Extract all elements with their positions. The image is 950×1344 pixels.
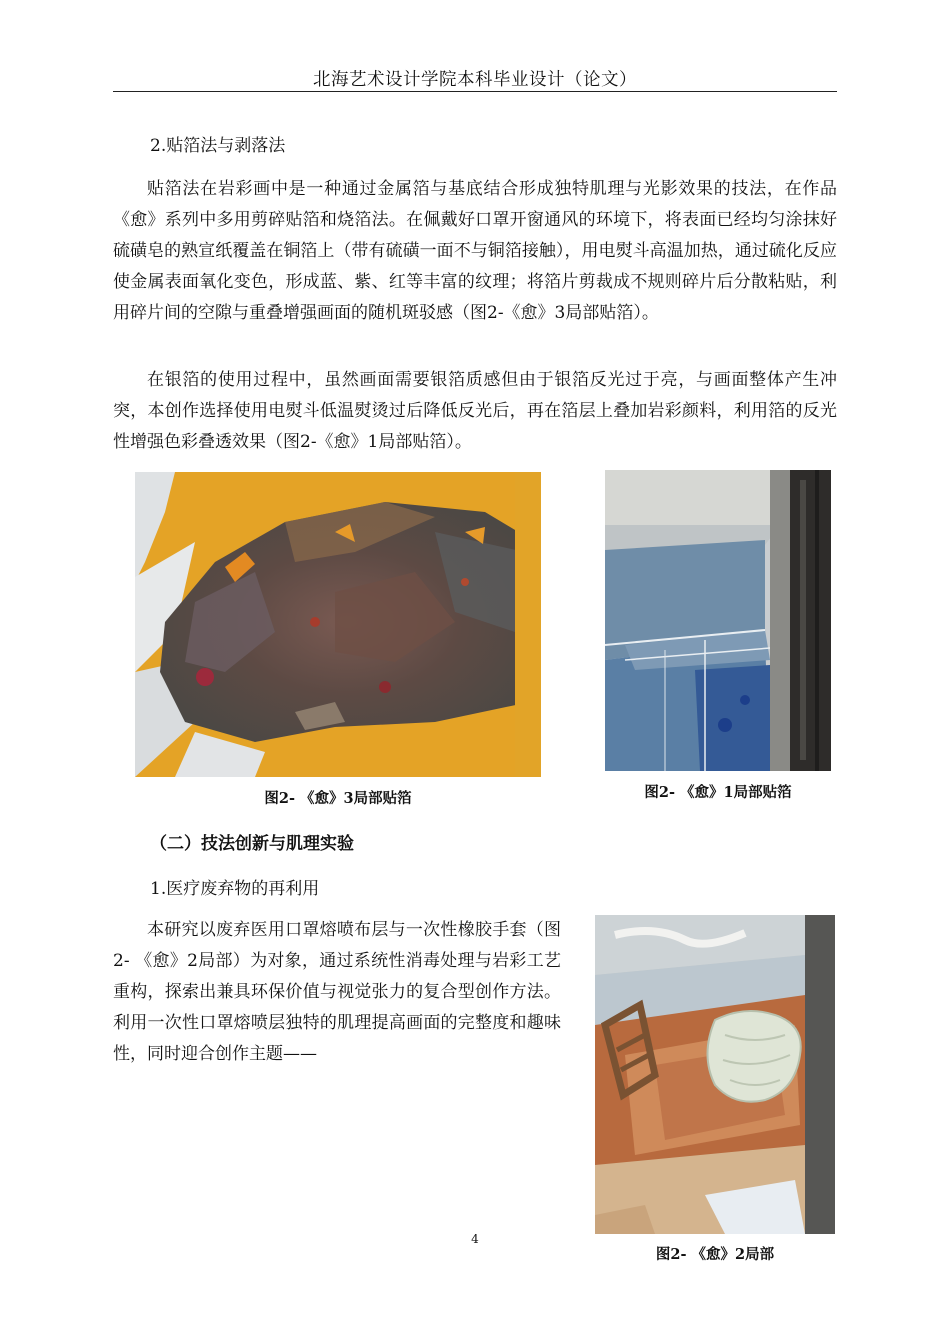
figure-foil-image-3	[135, 472, 541, 777]
figure-medical-waste-image-2	[595, 915, 835, 1234]
body-paragraph: 在银箔的使用过程中，虽然画面需要银箔质感但由于银箔反光过于亮，与画面整体产生冲突，本创作选择使用电熨斗低温熨烫过后降低反光后，再在箔层上叠加岩彩颜料，利用箔的反光性增强色彩叠透效果（图2-《愈》1局部贴箔）。	[113, 370, 837, 452]
figure-caption: 图2- 《愈》3局部贴箔	[264, 790, 412, 807]
figure-caption: 图2- 《愈》1局部贴箔	[644, 784, 792, 801]
subsection-heading: 1.医疗废弃物的再利用	[150, 879, 320, 899]
page-number: 4	[471, 1232, 479, 1246]
header-divider	[113, 91, 837, 92]
section-heading: 2.贴箔法与剥落法	[150, 136, 286, 156]
body-paragraph: 本研究以废弃医用口罩熔喷布层与一次性橡胶手套（图2- 《愈》2局部）为对象，通过系统性消毒处理与岩彩工艺重构，探索出兼具环保价值与视觉张力的复合型创作方法。利用一次性口罩熔喷层独特的肌理提高画面的完整度和趣味性，同时迎合创作主题——	[113, 920, 561, 1064]
figure-caption: 图2- 《愈》2局部	[655, 1246, 775, 1263]
figure-foil-image-1	[605, 470, 831, 771]
section-heading: （二）技法创新与肌理实验	[150, 834, 354, 854]
body-paragraph: 贴箔法在岩彩画中是一种通过金属箔与基底结合形成独特肌理与光影效果的技法，在作品《愈》系列中多用剪碎贴箔和烧箔法。在佩戴好口罩开窗通风的环境下，将表面已经均匀涂抹好硫磺皂的熟宣纸覆盖在铜箔上（带有硫磺一面不与铜箔接触），用电熨斗高温加热，通过硫化反应使金属表面氧化变色，形成蓝、紫、红等丰富的纹理；将箔片剪裁成不规则碎片后分散粘贴，利用碎片间的空隙与重叠增强画面的随机斑驳感（图2-《愈》3局部贴箔）。	[113, 179, 837, 323]
page-header-title: 北海艺术设计学院本科毕业设计（论文）	[313, 70, 637, 90]
